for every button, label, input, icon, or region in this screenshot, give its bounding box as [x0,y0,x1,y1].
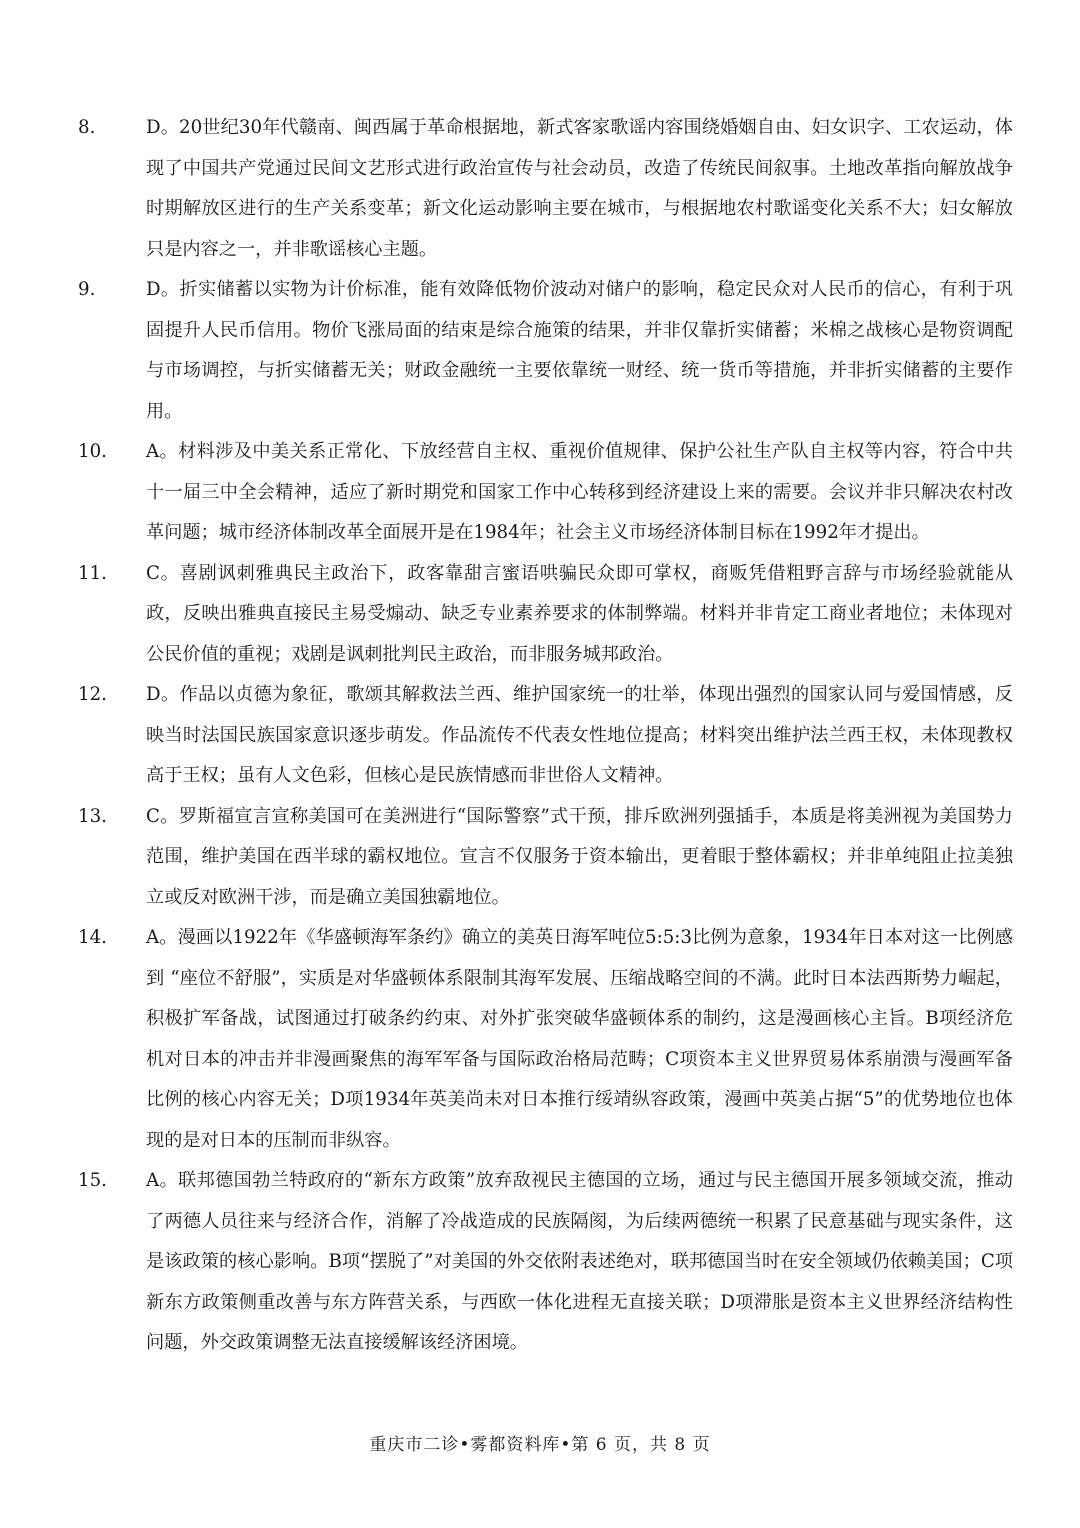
question-number: 10. [78,441,107,462]
answer-letter: A。 [146,1170,179,1191]
answer-letter: A。 [146,927,178,948]
answer-item-15 [78,1161,1013,1364]
question-number: 14. [78,927,107,948]
answer-item-14 [78,918,1013,1161]
explanation-text: 折实储蓄以实物为计价标准，能有效降低物价波动对储户的影响，稳定民众对人民币的信心，有利于巩固提升人民币信用。物价飞涨局面的结束是综合施策的结果，并非仅靠折实储蓄；米棉之战核心是物资调配与市场调控，与折实储蓄无关；财政金融统一主要依靠统一财经、统一货币等措施，并非折实储蓄的主要作用。 [146,279,1013,422]
explanation-text: 罗斯福宣言宣称美国可在美洲进行“国际警察”式干预，排斥欧洲列强插手，本质是将美洲视为美国势力范围，维护美国在西半球的霸权地位。宣言不仅服务于资本输出，更着眼于整体霸权；并非单纯阻止拉美独立或反对欧洲干涉，而是确立美国独霸地位。 [146,805,1013,908]
question-number: 9. [78,279,96,300]
answer-letter: D。 [146,684,180,705]
explanation-text: 联邦德国勃兰特政府的“新东方政策”放弃敌视民主德国的立场，通过与民主德国开展多领域交流，推动了两德人员往来与经济合作，消解了冷战造成的民族隔阂，为后续两德统一积累了民意基础与现实条件，这是该政策的核心影响。B项“摆脱了”对美国的外交依附表述绝对，联邦德国当时在安全领域仍依赖美国；C项新东方政策侧重改善与东方阵营关系，与西欧一体化进程无直接关联；D项滞胀是资本主义世界经济结构性问题，外交政策调整无法直接缓解该经济困境。 [146,1170,1013,1353]
answer-letter: D。 [146,279,180,300]
answer-letter: D。 [146,117,180,138]
page-footer: 重庆市二诊•雾都资料库•第 6 页，共 8 页 [369,1435,711,1455]
explanation-text: 20世纪30年代赣南、闽西属于革命根据地，新式客家歌谣内容围绕婚姻自由、妇女识字、工农运动，体现了中国共产党通过民间文艺形式进行政治宣传与社会动员，改造了传统民间叙事。土地改革指向解放战争时期解放区进行的生产关系变革；新文化运动影响主要在城市，与根据地农村歌谣变化关系不大；妇女解放只是内容之一，并非歌谣核心主题。 [146,117,1013,260]
explanation-text: 材料涉及中美关系正常化、下放经营自主权、重视价值规律、保护公社生产队自主权等内容，符合中共十一届三中全会精神，适应了新时期党和国家工作中心转移到经济建设上来的需要。会议并非只解决农村改革问题；城市经济体制改革全面展开是在1984年；社会主义市场经济体制目标在1992年才提出。 [146,441,1013,543]
answer-explanations [78,108,1013,1364]
question-number: 11. [78,562,107,584]
answer-item-9 [78,270,1013,432]
question-number: 12. [78,684,107,705]
answer-item-13 [78,797,1013,919]
answer-letter: C。 [146,562,180,584]
answer-item-10 [78,432,1013,554]
question-number: 15. [78,1170,107,1191]
answer-item-12 [78,675,1013,797]
explanation-text: 喜剧讽刺雅典民主政治下，政客靠甜言蜜语哄骗民众即可掌权，商贩凭借粗野言辞与市场经验就能从政，反映出雅典直接民主易受煽动、缺乏专业素养要求的体制弊端。材料并非肯定工商业者地位；未体现对公民价值的重视；戏剧是讽刺批判民主政治，而非服务城邦政治。 [146,562,1013,665]
explanation-text: 漫画以1922年《华盛顿海军条约》确立的美英日海军吨位5:5:3比例为意象，1934年日本对这一比例感到 “座位不舒服”，实质是对华盛顿体系限制其海军发展、压缩战略空间的不满。此时日本法西斯势力崛起，积极扩军备战，试图通过打破条约约束、对外扩张突破华盛顿体系的制约，这是漫画核心主旨。B项经济危机对日本的冲击并非漫画聚焦的海军军备与国际政治格局范畴；C项资本主义世界贸易体系崩溃与漫画军备比例的核心内容无关；D项1934年英美尚未对日本推行绥靖纵容政策，漫画中英美占据“5”的优势地位也体现的是对日本的压制而非纵容。 [146,927,1013,1151]
answer-item-8 [78,108,1013,270]
answer-letter: C。 [146,805,179,827]
question-number: 8. [78,117,96,138]
answer-item-11 [78,554,1013,676]
explanation-text: 作品以贞德为象征，歌颂其解救法兰西、维护国家统一的壮举，体现出强烈的国家认同与爱国情感，反映当时法国民族国家意识逐步萌发。作品流传不代表女性地位提高；材料突出维护法兰西王权，未体现教权高于王权；虽有人文色彩，但核心是民族情感而非世俗人文精神。 [146,684,1013,786]
answer-letter: A。 [146,441,179,462]
question-number: 13. [78,805,107,827]
